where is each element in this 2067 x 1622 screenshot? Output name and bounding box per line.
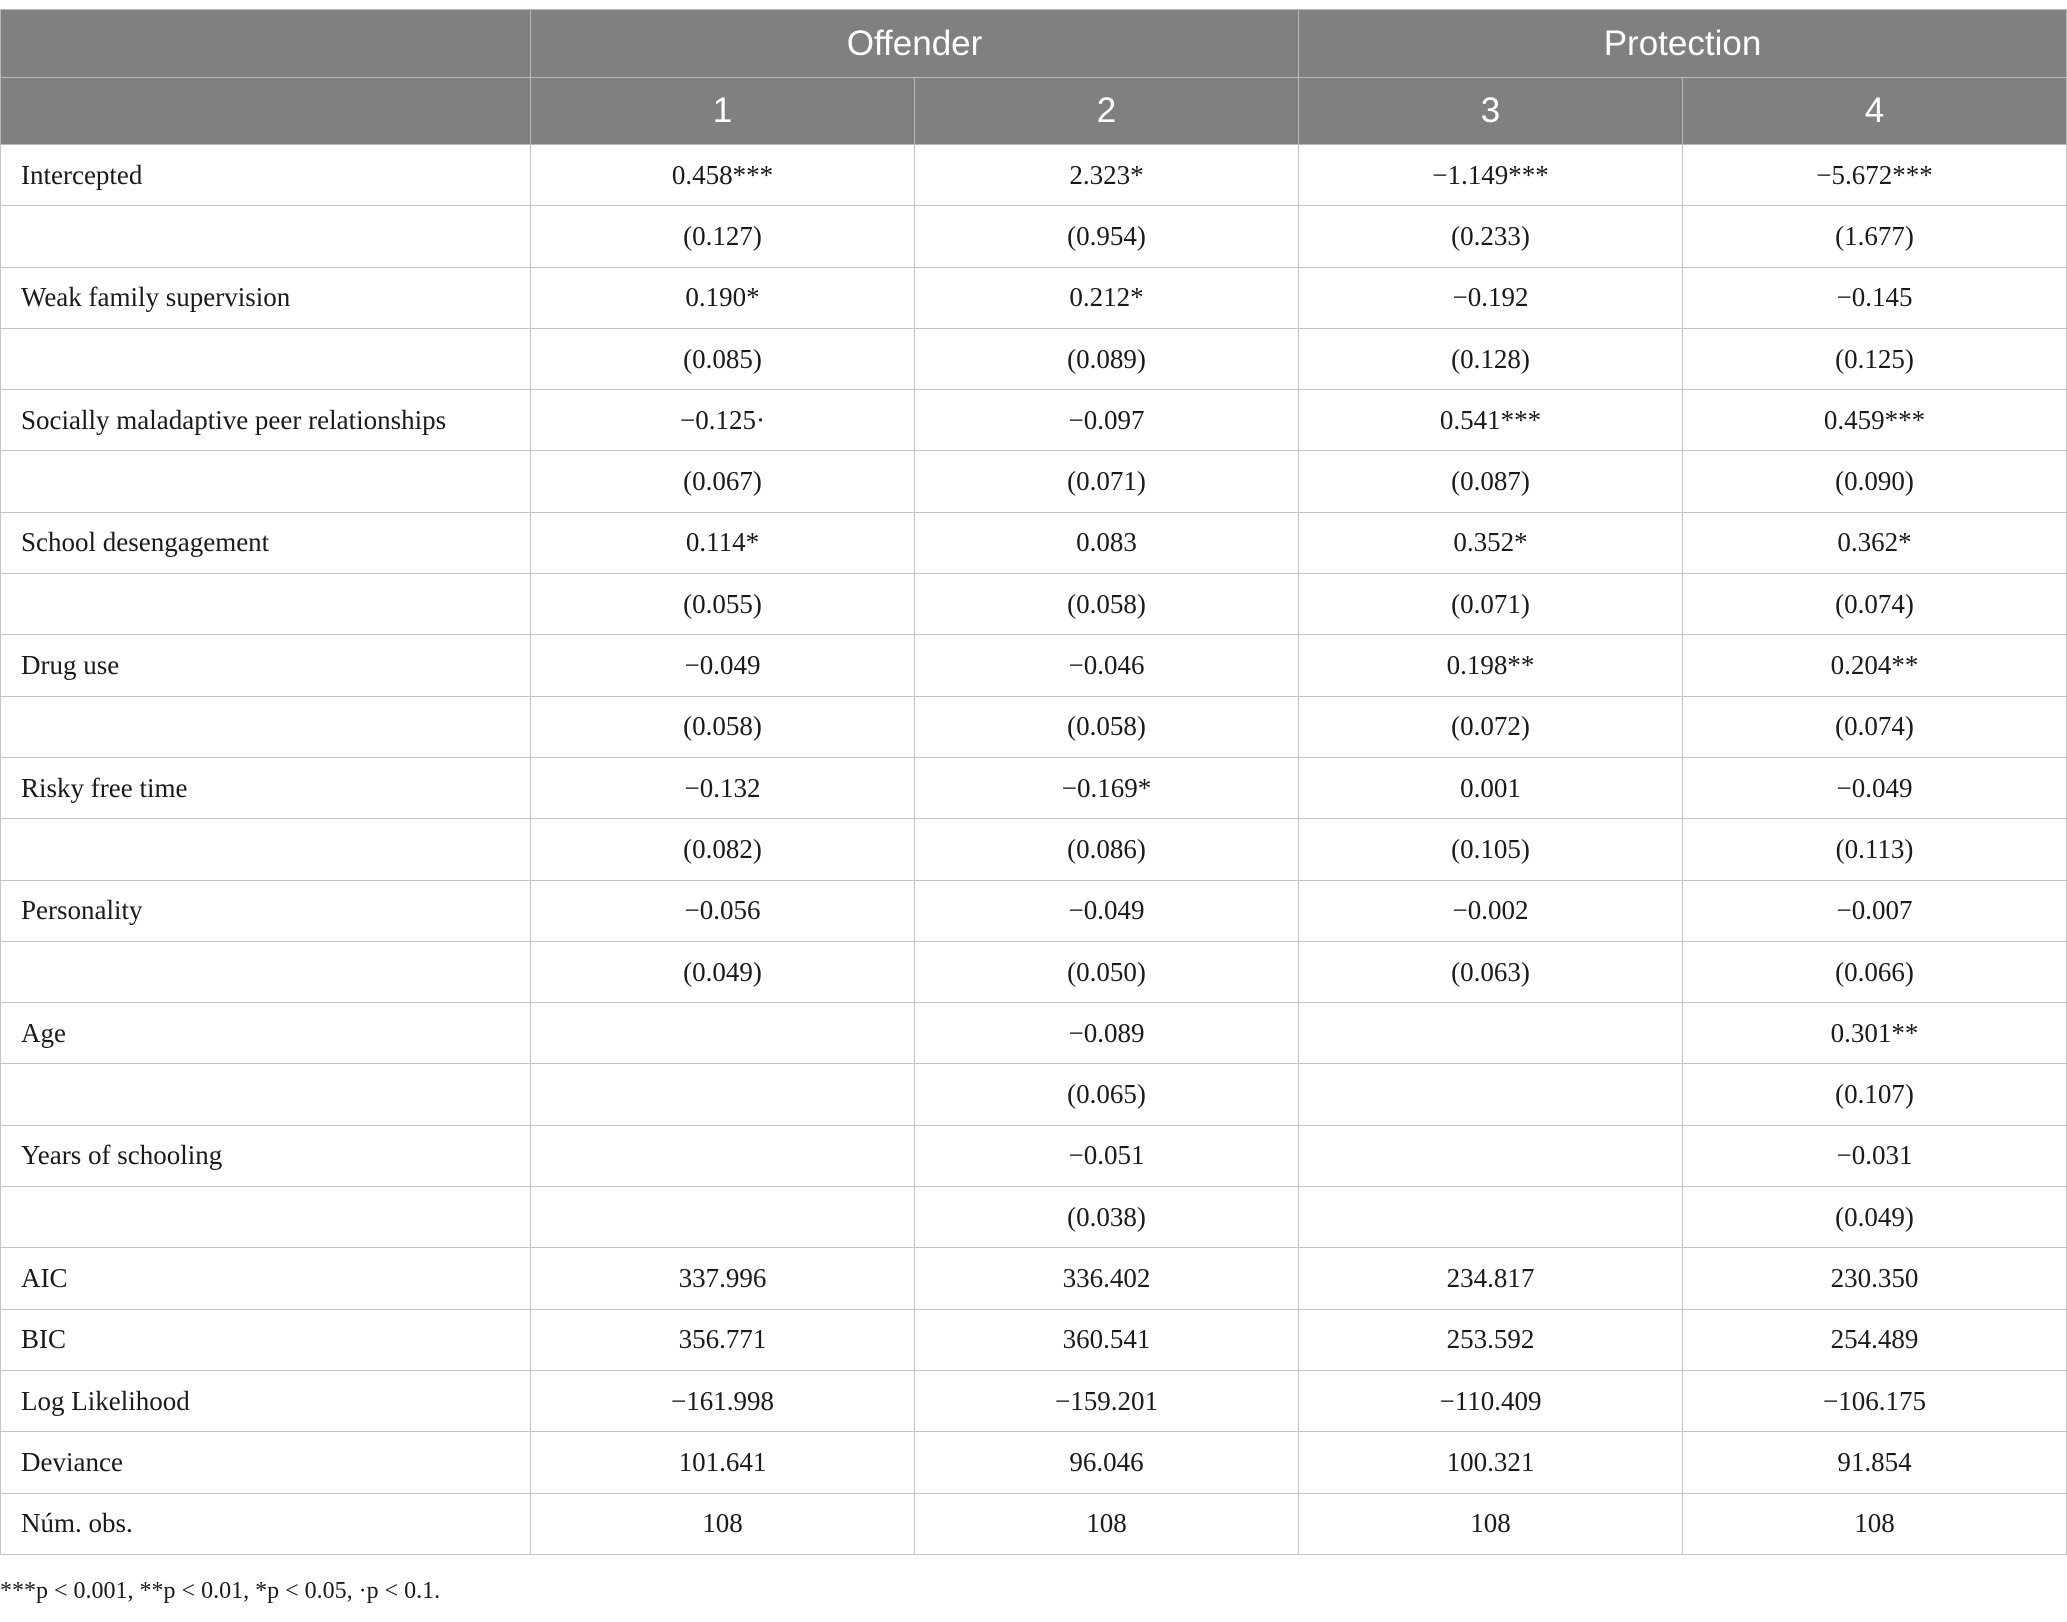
value-cell-model-3: 108 [1299,1493,1683,1554]
value-cell-model-1: −0.132 [531,757,915,818]
value-cell-model-2: (0.058) [915,574,1299,635]
value-cell-model-2: (0.038) [915,1187,1299,1248]
value-cell-model-3: 0.001 [1299,757,1683,818]
value-cell-model-1: 337.996 [531,1248,915,1309]
value-cell-model-1 [531,1003,915,1064]
significance-footnote: ***p < 0.001, **p < 0.01, *p < 0.05, ·p < 0.1. [0,1578,441,1604]
value-cell-model-3: 0.352* [1299,512,1683,573]
regression-table [0,9,2067,1555]
value-cell-model-4: 0.459*** [1683,390,2067,451]
row-label: Risky free time [1,757,531,818]
value-cell-model-3: (0.233) [1299,206,1683,267]
group-header-protection: Protection [1299,10,2067,78]
value-cell-model-2: −0.089 [915,1003,1299,1064]
table-row [1,1432,2067,1493]
value-cell-model-2: 336.402 [915,1248,1299,1309]
value-cell-model-2: (0.086) [915,819,1299,880]
value-cell-model-1 [531,1125,915,1186]
value-cell-model-1: (0.055) [531,574,915,635]
value-cell-model-4: 0.204** [1683,635,2067,696]
value-cell-model-3 [1299,1125,1683,1186]
table-row [1,1493,2067,1554]
row-label: School desengagement [1,512,531,573]
value-cell-model-1: (0.049) [531,941,915,1002]
value-cell-model-3: (0.105) [1299,819,1683,880]
value-cell-model-3: −110.409 [1299,1370,1683,1431]
table-row [1,880,2067,941]
value-cell-model-2: 360.541 [915,1309,1299,1370]
value-cell-model-3 [1299,1003,1683,1064]
row-label: BIC [1,1309,531,1370]
row-label [1,328,531,389]
value-cell-model-3: 234.817 [1299,1248,1683,1309]
table-row [1,1309,2067,1370]
table-row-std-error [1,574,2067,635]
value-cell-model-3: (0.072) [1299,696,1683,757]
value-cell-model-3: 100.321 [1299,1432,1683,1493]
value-cell-model-1: 356.771 [531,1309,915,1370]
row-label [1,941,531,1002]
value-cell-model-1: −0.056 [531,880,915,941]
table-row [1,145,2067,206]
value-cell-model-4: (0.125) [1683,328,2067,389]
value-cell-model-2: −0.046 [915,635,1299,696]
value-cell-model-2: −0.097 [915,390,1299,451]
value-cell-model-3: (0.128) [1299,328,1683,389]
value-cell-model-4: −0.145 [1683,267,2067,328]
value-cell-model-2: 2.323* [915,145,1299,206]
row-label [1,451,531,512]
column-header-1: 1 [531,78,915,145]
value-cell-model-1: −161.998 [531,1370,915,1431]
value-cell-model-4: 108 [1683,1493,2067,1554]
table-row [1,267,2067,328]
value-cell-model-2: (0.065) [915,1064,1299,1125]
value-cell-model-4: 254.489 [1683,1309,2067,1370]
value-cell-model-2: (0.071) [915,451,1299,512]
row-label: AIC [1,1248,531,1309]
row-label: Drug use [1,635,531,696]
value-cell-model-4: 0.301** [1683,1003,2067,1064]
table-row [1,1248,2067,1309]
value-cell-model-1 [531,1187,915,1248]
value-cell-model-4: 0.362* [1683,512,2067,573]
value-cell-model-4: (0.074) [1683,696,2067,757]
value-cell-model-3: 0.541*** [1299,390,1683,451]
value-cell-model-1: (0.127) [531,206,915,267]
row-label: Núm. obs. [1,1493,531,1554]
row-label: Age [1,1003,531,1064]
value-cell-model-1: −0.049 [531,635,915,696]
row-label: Intercepted [1,145,531,206]
value-cell-model-3: (0.063) [1299,941,1683,1002]
value-cell-model-4: (0.049) [1683,1187,2067,1248]
column-header-3: 3 [1299,78,1683,145]
value-cell-model-4: −0.049 [1683,757,2067,818]
value-cell-model-1 [531,1064,915,1125]
table-row [1,1125,2067,1186]
row-label [1,1187,531,1248]
value-cell-model-3: 0.198** [1299,635,1683,696]
value-cell-model-2: (0.050) [915,941,1299,1002]
value-cell-model-1: −0.125· [531,390,915,451]
row-label [1,1064,531,1125]
table-row-std-error [1,451,2067,512]
row-label [1,696,531,757]
value-cell-model-4: −0.031 [1683,1125,2067,1186]
row-label [1,819,531,880]
value-cell-model-3: 253.592 [1299,1309,1683,1370]
table-row [1,512,2067,573]
value-cell-model-4: −5.672*** [1683,145,2067,206]
table-row [1,1003,2067,1064]
table-row [1,1370,2067,1431]
value-cell-model-4: (1.677) [1683,206,2067,267]
table-row [1,757,2067,818]
column-header-4: 4 [1683,78,2067,145]
value-cell-model-1: (0.085) [531,328,915,389]
row-label: Deviance [1,1432,531,1493]
value-cell-model-1: 0.190* [531,267,915,328]
value-cell-model-2: 108 [915,1493,1299,1554]
value-cell-model-3 [1299,1064,1683,1125]
value-cell-model-3 [1299,1187,1683,1248]
table-row-std-error [1,328,2067,389]
table-row [1,390,2067,451]
table-body [1,145,2067,1555]
value-cell-model-4: −106.175 [1683,1370,2067,1431]
value-cell-model-2: (0.058) [915,696,1299,757]
value-cell-model-4: −0.007 [1683,880,2067,941]
value-cell-model-4: (0.107) [1683,1064,2067,1125]
value-cell-model-2: (0.089) [915,328,1299,389]
column-header-2: 2 [915,78,1299,145]
table-row-std-error [1,1064,2067,1125]
header-corner-cell [1,10,531,78]
value-cell-model-2: 96.046 [915,1432,1299,1493]
value-cell-model-3: −1.149*** [1299,145,1683,206]
table-row-std-error [1,696,2067,757]
header-corner-cell [1,78,531,145]
value-cell-model-4: 230.350 [1683,1248,2067,1309]
row-label: Socially maladaptive peer relationships [1,390,531,451]
value-cell-model-3: −0.192 [1299,267,1683,328]
table-row-std-error [1,1187,2067,1248]
group-header-offender: Offender [531,10,1299,78]
row-label: Log Likelihood [1,1370,531,1431]
value-cell-model-4: (0.090) [1683,451,2067,512]
row-label: Personality [1,880,531,941]
value-cell-model-2: 0.083 [915,512,1299,573]
value-cell-model-3: (0.071) [1299,574,1683,635]
group-header-row [1,10,2067,78]
column-header-row [1,78,2067,145]
value-cell-model-3: −0.002 [1299,880,1683,941]
value-cell-model-2: −0.051 [915,1125,1299,1186]
value-cell-model-2: 0.212* [915,267,1299,328]
row-label: Weak family supervision [1,267,531,328]
value-cell-model-1: 101.641 [531,1432,915,1493]
table-header [1,10,2067,145]
value-cell-model-2: −0.169* [915,757,1299,818]
value-cell-model-1: 108 [531,1493,915,1554]
row-label: Years of schooling [1,1125,531,1186]
value-cell-model-1: (0.067) [531,451,915,512]
value-cell-model-4: (0.113) [1683,819,2067,880]
value-cell-model-3: (0.087) [1299,451,1683,512]
value-cell-model-1: (0.082) [531,819,915,880]
value-cell-model-1: 0.458*** [531,145,915,206]
table-row-std-error [1,206,2067,267]
value-cell-model-1: 0.114* [531,512,915,573]
table-row [1,635,2067,696]
value-cell-model-1: (0.058) [531,696,915,757]
value-cell-model-2: −159.201 [915,1370,1299,1431]
row-label [1,206,531,267]
value-cell-model-4: (0.074) [1683,574,2067,635]
value-cell-model-2: −0.049 [915,880,1299,941]
table-row-std-error [1,819,2067,880]
value-cell-model-4: (0.066) [1683,941,2067,1002]
row-label [1,574,531,635]
value-cell-model-4: 91.854 [1683,1432,2067,1493]
table-row-std-error [1,941,2067,1002]
value-cell-model-2: (0.954) [915,206,1299,267]
regression-table-container [0,9,2067,1555]
